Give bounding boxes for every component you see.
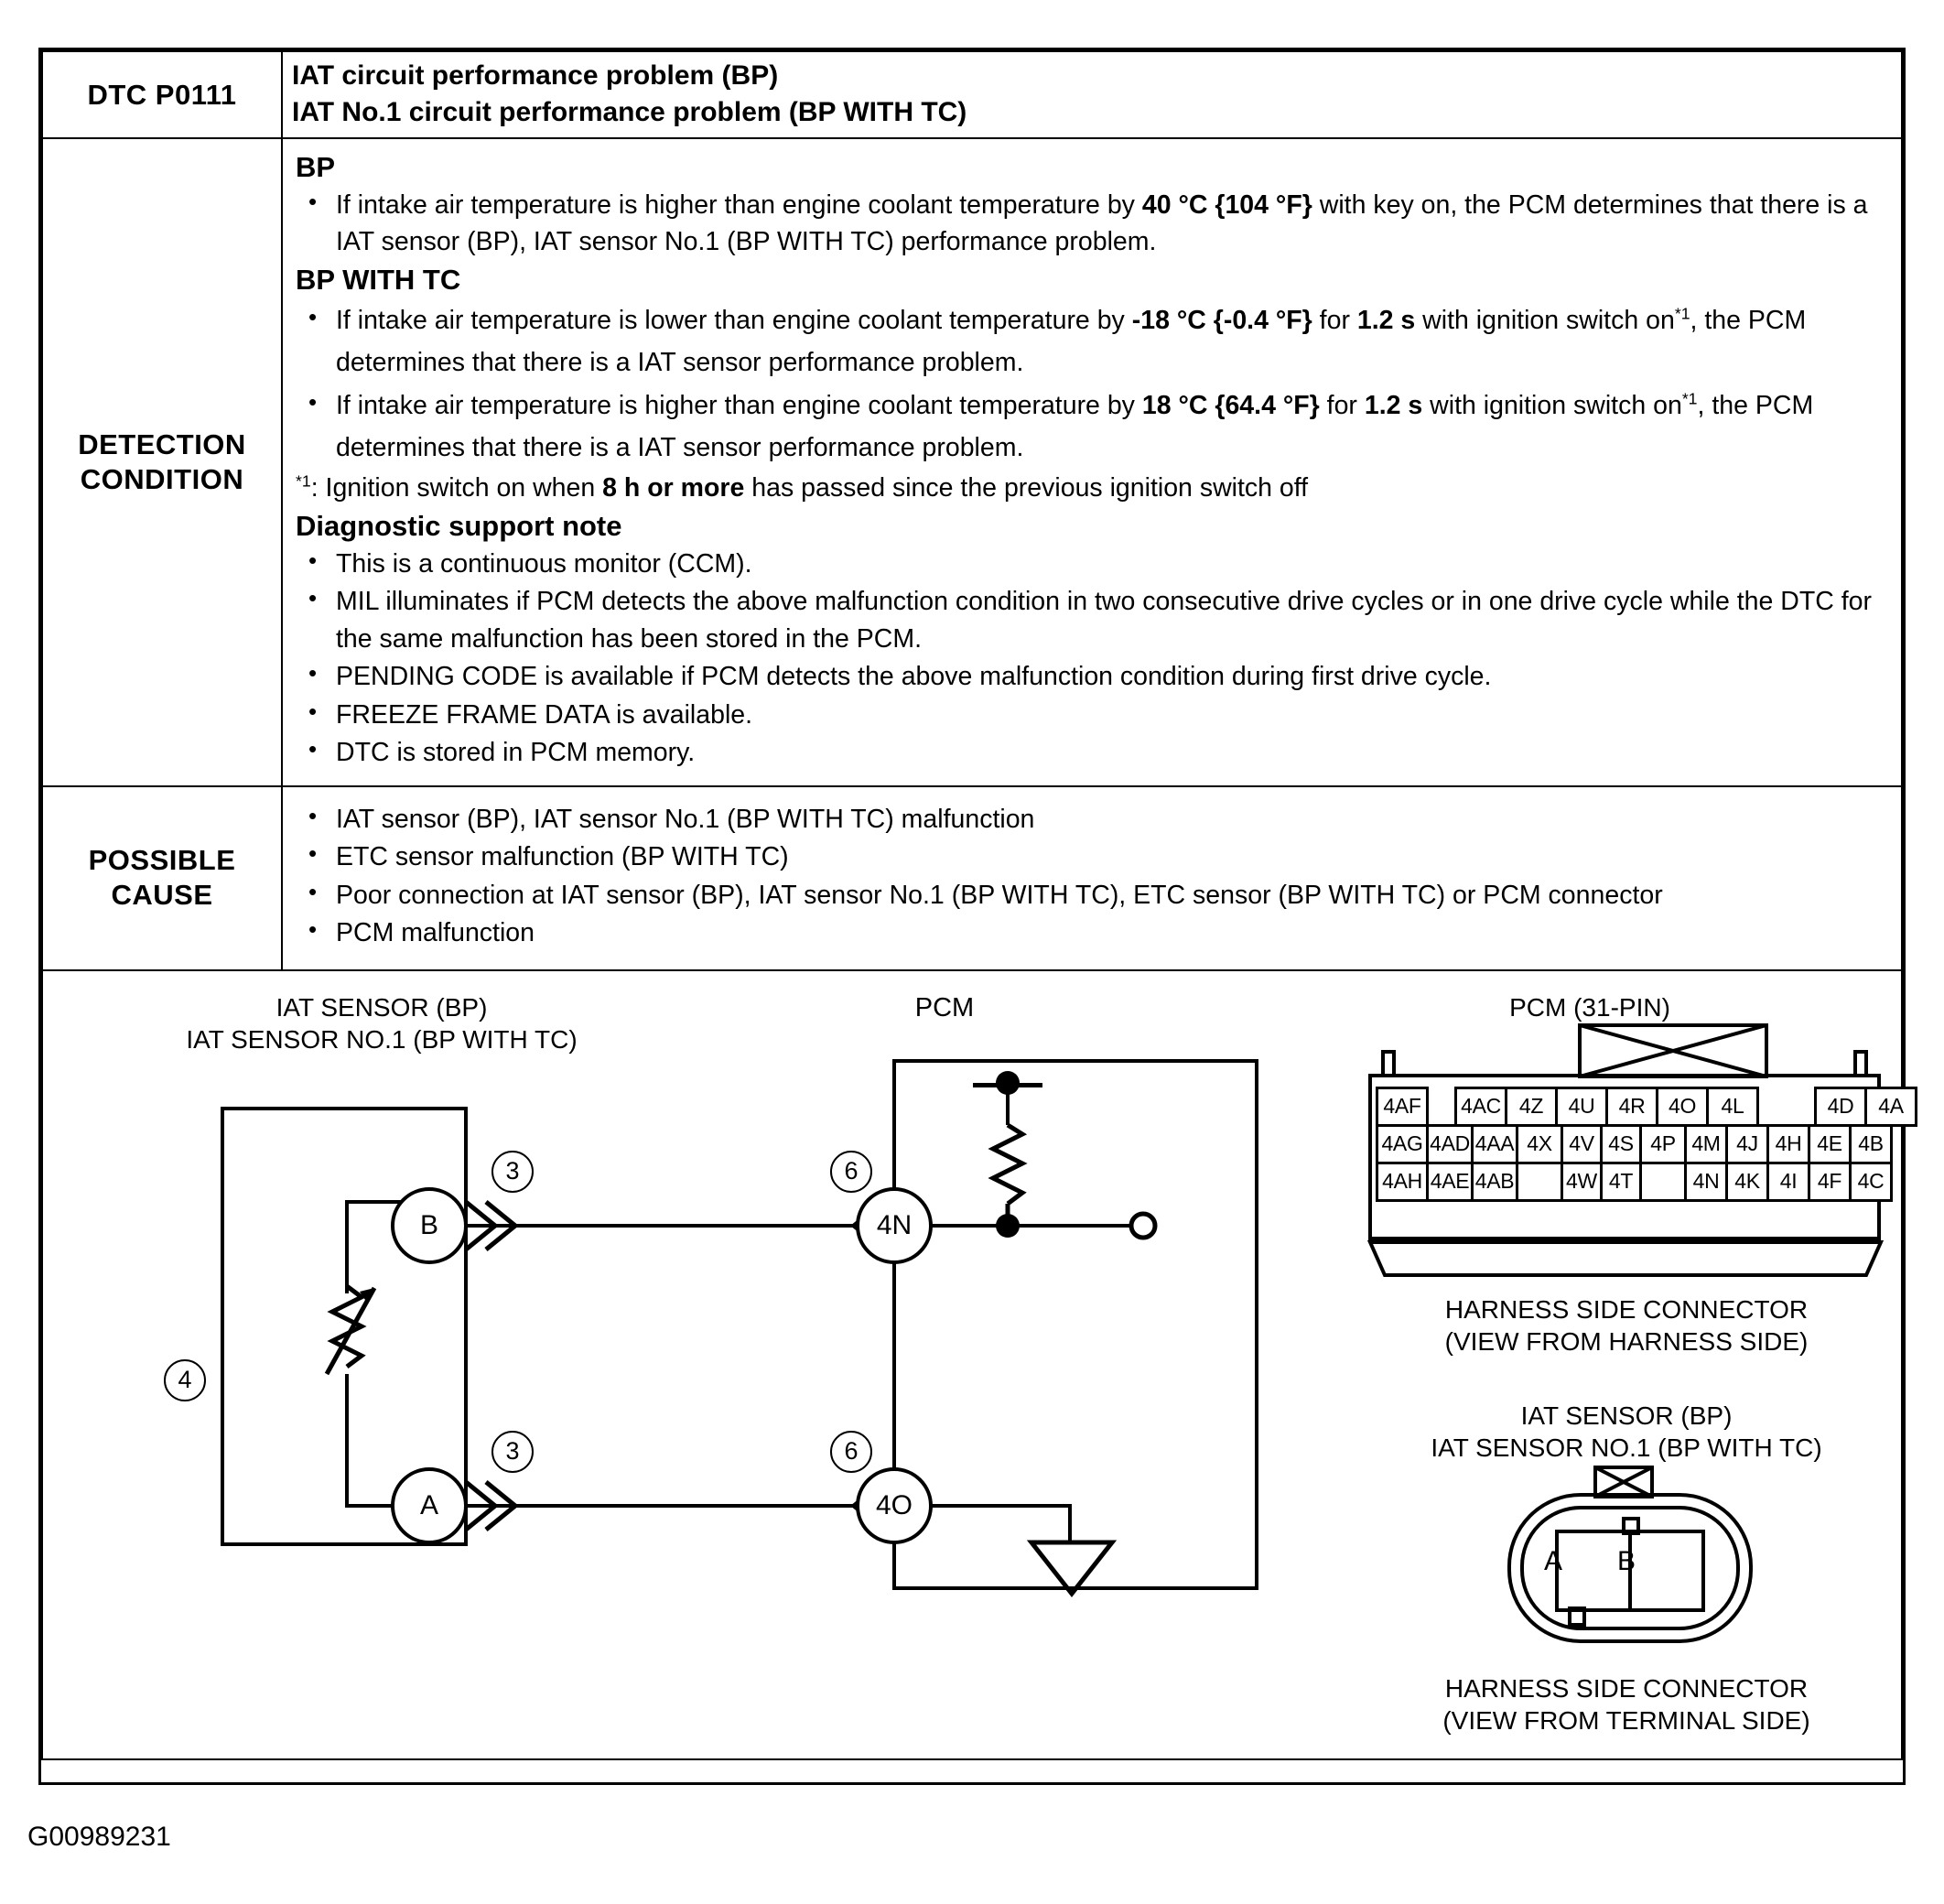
sensor-connector-title (1361, 1400, 1892, 1466)
wiring-diagram-cell (42, 970, 1902, 1759)
reference-number-6-bottom: 6 (830, 1431, 872, 1473)
detection-condition-label (42, 138, 282, 786)
pin-cell: 4N (1684, 1162, 1728, 1202)
pcm-pin-4n (856, 1187, 933, 1264)
pin-cell: 4K (1725, 1162, 1769, 1202)
pin-cell: 4F (1808, 1162, 1852, 1202)
sensor-block-title (125, 991, 638, 1057)
pin-cell: 4U (1555, 1087, 1608, 1127)
pcm-harness-caption-line-2: (VIEW FROM HARNESS SIDE) (1444, 1327, 1809, 1357)
pin-cell: 4M (1684, 1124, 1728, 1164)
detection-label-line-2: CONDITION (80, 462, 244, 495)
pcm-pin-4o (856, 1467, 933, 1544)
wiring-diagram (43, 971, 1904, 1758)
detection-condition-row (42, 138, 1902, 786)
diagnostic-support-bullet-list (296, 546, 1886, 772)
sensor-terminal-a-label: A (419, 1489, 438, 1520)
bp-with-tc-bullet-item: • If intake air temperature is higher than engine coolant temperature by 18 °C {64.4 °F} for 1.2 s with ignition switch $on^{*1}$, the PCM determines that there is a IAT sensor performance problem. (296, 384, 1886, 469)
sensor-harness-caption (1361, 1672, 1892, 1738)
reference-number-4: 4 (164, 1359, 206, 1401)
figure-id: G00989231 (27, 1822, 171, 1852)
connector-latch-left-icon (1381, 1050, 1396, 1077)
bp-bullet-list (296, 187, 1886, 261)
possible-cause-item: • PCM malfunction (296, 914, 1886, 951)
connector-latch-right-icon (1853, 1050, 1868, 1077)
wiring-diagram-row (42, 970, 1902, 1759)
dtc-table (41, 50, 1903, 1760)
support-bullet-item: • FREEZE FRAME DATA is available. (296, 697, 1886, 733)
sensor-title-line-2: IAT SENSOR NO.1 (BP WITH TC) (186, 1025, 578, 1055)
possible-cause-item: • Poor connection at IAT sensor (BP), IAT sensor No.1 (BP WITH TC), ETC sensor (BP WITH TC) or PCM connector (296, 877, 1886, 914)
sensor-harness-caption-line-1: HARNESS SIDE CONNECTOR (1444, 1673, 1809, 1703)
pin-row-2 (1376, 1124, 1915, 1164)
pin-cell: 4O (1656, 1087, 1709, 1127)
sensor-cavity-b-label: B (1617, 1545, 1636, 1576)
bp-with-tc-bullet-item: • If intake air temperature is lower than engine coolant temperature by -18 °C {-0.4 °F} for 1.2 s with ignition switch $on^{*1}$, the PCM determines that there is a IAT sensor performance problem. (296, 299, 1886, 384)
pcm-pin-4o-label: 4O (875, 1489, 913, 1520)
connector-arrow-right-top-icon (460, 1196, 534, 1257)
pin-cell: 4J (1725, 1124, 1769, 1164)
pin-cell: 4C (1849, 1162, 1893, 1202)
sensor-title-line-1: IAT SENSOR (BP) (275, 992, 488, 1022)
pin-row-3 (1376, 1162, 1915, 1202)
dtc-title-cell (282, 51, 1902, 138)
sensor-terminal-b (391, 1187, 468, 1264)
sensor-connector-title-line-2: IAT SENSOR NO.1 (BP WITH TC) (1431, 1433, 1822, 1463)
pin-row-1 (1376, 1087, 1915, 1127)
possible-cause-label-line-2: CAUSE (111, 879, 213, 912)
detection-footnote: $^{*1}$: Ignition switch on when 8 h or more has passed since the previous ignition switch off (296, 471, 1309, 503)
possible-cause-label-line-1: POSSIBLE (88, 844, 236, 877)
pin-cell: 4AE (1426, 1162, 1474, 1202)
pin-cell: 4AB (1471, 1162, 1518, 1202)
pin-cell: 4I (1766, 1162, 1810, 1202)
connector-arrow-right-bottom-icon (460, 1477, 534, 1537)
pin-cell: 4L (1706, 1087, 1759, 1127)
pin-cell: 4Z (1505, 1087, 1558, 1127)
pin-gap (1756, 1087, 1817, 1127)
bp-heading: BP (296, 151, 336, 184)
pin-cell: 4H (1766, 1124, 1810, 1164)
pin-cell: 4V (1561, 1124, 1603, 1164)
support-bullet-item: • MIL illuminates if PCM detects the above malfunction condition in two consecutive drive cycles or in one drive cycle while the DTC for the same malfunction has been stored in the PCM. (296, 583, 1886, 657)
reference-number-6-top: 6 (830, 1151, 872, 1193)
dtc-title-line-1: IAT circuit performance problem (BP) (292, 60, 779, 91)
pcm-connector-title: PCM (31-PIN) (1509, 992, 1670, 1022)
document-sheet (38, 48, 1906, 1785)
pcm-connector-pin-grid (1376, 1087, 1915, 1202)
pcm-pin-4n-label: 4N (876, 1209, 913, 1240)
dtc-code-label: DTC P0111 (42, 51, 282, 138)
pcm-harness-caption (1361, 1293, 1892, 1359)
reference-number-3-top: 3 (491, 1151, 534, 1193)
pcm-title: PCM (914, 992, 975, 1022)
pin-cell: 4P (1639, 1124, 1687, 1164)
detection-condition-content (282, 138, 1902, 786)
pin-cell: 4E (1808, 1124, 1852, 1164)
possible-cause-content (282, 786, 1902, 970)
pin-cell: 4D (1814, 1087, 1867, 1127)
reference-number-3-bottom: 3 (491, 1431, 534, 1473)
ground-symbol-icon (1026, 1537, 1118, 1603)
connector-keyway-icon (1577, 1022, 1769, 1079)
detection-label-line-1: DETECTION (78, 428, 246, 461)
bp-with-tc-bullet-list (296, 299, 1886, 470)
dtc-title-block (283, 52, 1901, 137)
dtc-title-line-2: IAT No.1 circuit performance problem (BP WITH TC) (292, 96, 967, 127)
sensor-connector-title-line-1: IAT SENSOR (BP) (1520, 1401, 1733, 1430)
possible-cause-item: • IAT sensor (BP), IAT sensor No.1 (BP WITH TC) malfunction (296, 801, 1886, 838)
pin-cell: 4AA (1471, 1124, 1518, 1164)
pin-cell: 4A (1864, 1087, 1917, 1127)
sensor-terminal-b-label: B (419, 1209, 438, 1240)
support-bullet-item: • DTC is stored in PCM memory. (296, 734, 1886, 771)
bp-with-tc-heading: BP WITH TC (296, 263, 461, 296)
pin-cell-empty (1639, 1162, 1687, 1202)
support-bullet-item: • This is a continuous monitor (CCM). (296, 546, 1886, 582)
pin-cell: 4AG (1376, 1124, 1429, 1164)
sensor-terminal-a (391, 1467, 468, 1544)
pin-cell: 4T (1600, 1162, 1642, 1202)
pin-cell: 4AD (1426, 1124, 1474, 1164)
pin-gap (1426, 1087, 1457, 1127)
pin-cell: 4X (1516, 1124, 1563, 1164)
pullup-resistor-icon (969, 1068, 1052, 1251)
pin-cell: 4AC (1454, 1087, 1507, 1127)
pin-cell: 4S (1600, 1124, 1642, 1164)
pin-cell: 4W (1561, 1162, 1603, 1202)
diagnostic-support-note-heading: Diagnostic support note (296, 510, 622, 543)
possible-cause-row (42, 786, 1902, 970)
pin-cell: 4AH (1376, 1162, 1429, 1202)
bp-bullet-item: • If intake air temperature is higher than engine coolant temperature by 40 °C {104 °F} with key on, the PCM determines that there is a IAT sensor (BP), IAT sensor No.1 (BP WITH TC) performance problem. (296, 187, 1886, 261)
pcm-internal-wire-4o (931, 1504, 1072, 1508)
sensor-internal-wire-b-branch (345, 1200, 402, 1204)
pin-cell-empty (1516, 1162, 1563, 1202)
possible-cause-label (42, 786, 282, 970)
pcm-output-terminal-icon (1123, 1207, 1169, 1248)
connector-skirt-icon (1361, 1239, 1890, 1281)
sensor-harness-caption-line-2: (VIEW FROM TERMINAL SIDE) (1442, 1706, 1810, 1736)
pin-cell: 4AF (1376, 1087, 1429, 1127)
pin-cell: 4B (1849, 1124, 1893, 1164)
possible-cause-bullet-list (296, 801, 1886, 952)
pin-cell: 4R (1605, 1087, 1658, 1127)
pcm-harness-caption-line-1: HARNESS SIDE CONNECTOR (1444, 1294, 1809, 1324)
possible-cause-item: • ETC sensor malfunction (BP WITH TC) (296, 838, 1886, 875)
thermistor-icon (314, 1279, 424, 1398)
dtc-header-row (42, 51, 1902, 138)
pcm-body (892, 1059, 1258, 1590)
sensor-cavity-a-label: A (1544, 1545, 1563, 1576)
support-bullet-item: • PENDING CODE is available if PCM detects the above malfunction condition during first drive cycle. (296, 658, 1886, 695)
